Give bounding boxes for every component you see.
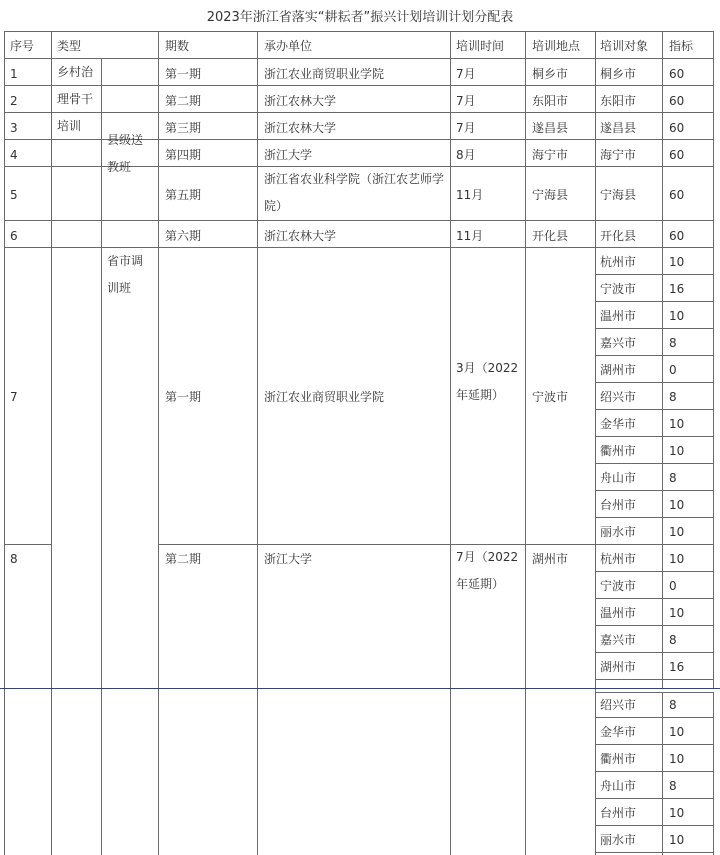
header-period: 期数 [165, 39, 190, 53]
target-city: 丽水市 [600, 833, 637, 847]
grid-line [257, 31, 258, 855]
grid-line [595, 517, 714, 518]
row7-period: 第一期 [165, 390, 202, 404]
grid-line [4, 31, 714, 32]
row8-seq: 8 [10, 552, 18, 566]
row-target: 遂昌县 [600, 121, 637, 135]
row7-host: 浙江农业商贸职业学院 [264, 390, 385, 404]
target-city: 台州市 [600, 498, 637, 512]
row-host: 浙江大学 [264, 148, 313, 162]
grid-line [595, 744, 714, 745]
row-target: 开化县 [600, 229, 637, 243]
grid-line [595, 490, 714, 491]
grid-line [595, 598, 714, 599]
target-city: 舟山市 [600, 471, 637, 485]
grid-line [595, 355, 714, 356]
row-quota: 60 [669, 188, 685, 202]
target-quota: 0 [669, 579, 677, 593]
target-city: 衢州市 [600, 752, 637, 766]
target-quota: 10 [669, 525, 685, 539]
row8-host: 浙江大学 [264, 552, 313, 566]
row8-period: 第二期 [165, 552, 202, 566]
grid-line [4, 31, 5, 855]
grid-line [595, 301, 714, 302]
row-place: 海宁市 [532, 148, 569, 162]
target-quota: 16 [669, 660, 685, 674]
row-target: 东阳市 [600, 94, 637, 108]
target-quota: 8 [669, 471, 677, 485]
row-period: 第二期 [165, 94, 202, 108]
row-target: 宁海县 [600, 188, 637, 202]
row-host: 浙江农林大学 [264, 121, 337, 135]
header-host: 承办单位 [264, 39, 313, 53]
row-seq: 3 [10, 121, 18, 135]
grid-line [595, 717, 714, 718]
grid-line [4, 112, 714, 113]
grid-line [595, 679, 714, 680]
row8-place: 湖州市 [532, 552, 569, 566]
grid-line [158, 544, 596, 545]
target-quota: 8 [669, 336, 677, 350]
grid-line [595, 382, 714, 383]
target-quota: 10 [669, 606, 685, 620]
row-seq: 1 [10, 67, 18, 81]
header-time: 培训时间 [456, 39, 505, 53]
row-seq: 2 [10, 94, 18, 108]
row7-seq: 7 [10, 390, 18, 404]
target-quota: 10 [669, 752, 685, 766]
row-target: 桐乡市 [600, 67, 637, 81]
row-place: 遂昌县 [532, 121, 569, 135]
grid-line [4, 544, 52, 545]
type-province-label: 省市调训班 [107, 254, 144, 295]
grid-line [595, 544, 714, 545]
grid-line [662, 31, 663, 688]
row-period: 第六期 [165, 229, 202, 243]
target-city: 衢州市 [600, 444, 637, 458]
row-quota: 60 [669, 67, 685, 81]
grid-line [595, 692, 714, 693]
row7-time: 3月（2022年延期） [456, 361, 519, 402]
target-city: 金华市 [600, 725, 637, 739]
target-quota: 8 [669, 390, 677, 404]
grid-line [595, 625, 714, 626]
row-time: 7月 [456, 121, 476, 135]
target-city: 温州市 [600, 606, 637, 620]
target-city: 金华市 [600, 417, 637, 431]
row-quota: 60 [669, 121, 685, 135]
grid-line [713, 31, 714, 688]
grid-line [595, 798, 714, 799]
target-quota: 0 [669, 363, 677, 377]
header-place: 培训地点 [532, 39, 581, 53]
target-city: 宁波市 [600, 282, 637, 296]
target-city: 台州市 [600, 806, 637, 820]
row-place: 宁海县 [532, 188, 569, 202]
target-quota: 10 [669, 806, 685, 820]
row8-time: 7月（2022年延期） [456, 550, 519, 591]
type-county-label: 县级送教班 [107, 133, 144, 174]
target-quota: 8 [669, 698, 677, 712]
row-period: 第四期 [165, 148, 202, 162]
target-city: 杭州市 [600, 552, 637, 566]
target-city: 湖州市 [600, 660, 637, 674]
target-city: 温州市 [600, 309, 637, 323]
row-place: 东阳市 [532, 94, 569, 108]
row-time: 7月 [456, 94, 476, 108]
target-city: 杭州市 [600, 255, 637, 269]
grid-line [595, 328, 714, 329]
row-time: 11月 [456, 229, 484, 243]
row-place: 桐乡市 [532, 67, 569, 81]
row-period: 第五期 [165, 188, 202, 202]
grid-line [595, 31, 596, 855]
row-place: 开化县 [532, 229, 569, 243]
row-period: 第三期 [165, 121, 202, 135]
target-city: 绍兴市 [600, 698, 637, 712]
target-quota: 10 [669, 833, 685, 847]
grid-line [595, 771, 714, 772]
row-time: 8月 [456, 148, 476, 162]
target-city: 舟山市 [600, 779, 637, 793]
row-quota: 60 [669, 229, 685, 243]
target-city: 丽水市 [600, 525, 637, 539]
target-city: 宁波市 [600, 579, 637, 593]
grid-line [595, 463, 714, 464]
row-target: 海宁市 [600, 148, 637, 162]
header-seq: 序号 [10, 39, 35, 53]
row-seq: 5 [10, 188, 18, 202]
header-type: 类型 [57, 39, 82, 53]
grid-line [595, 436, 714, 437]
target-quota: 10 [669, 498, 685, 512]
target-quota: 8 [669, 779, 677, 793]
grid-line [51, 31, 52, 855]
target-quota: 8 [669, 633, 677, 647]
target-city: 绍兴市 [600, 390, 637, 404]
row-host: 浙江农林大学 [264, 94, 337, 108]
target-quota: 10 [669, 417, 685, 431]
grid-line [158, 31, 159, 855]
header-quota: 指标 [669, 39, 694, 53]
grid-line [4, 220, 52, 221]
grid-line [525, 31, 526, 855]
target-city: 嘉兴市 [600, 336, 637, 350]
grid-line [595, 274, 714, 275]
row-seq: 6 [10, 229, 18, 243]
row-time: 7月 [456, 67, 476, 81]
grid-line [4, 58, 714, 59]
row7-place: 宁波市 [532, 390, 569, 404]
target-quota: 16 [669, 282, 685, 296]
grid-line [595, 652, 714, 653]
target-quota: 10 [669, 255, 685, 269]
row-time: 11月 [456, 188, 484, 202]
page-break-line [0, 688, 720, 689]
table-title: 2023年浙江省落实“耕耘者”振兴计划培训计划分配表 [206, 10, 514, 25]
row-period: 第一期 [165, 67, 202, 81]
grid-line [595, 825, 714, 826]
target-quota: 10 [669, 444, 685, 458]
row-host: 浙江省农业科学院（浙江农艺师学院） [264, 172, 445, 213]
target-quota: 10 [669, 309, 685, 323]
row-host: 浙江农业商贸职业学院 [264, 67, 385, 81]
header-target: 培训对象 [600, 39, 649, 53]
target-quota: 10 [669, 725, 685, 739]
row-seq: 4 [10, 148, 18, 162]
grid-line [101, 58, 102, 855]
grid-line [595, 852, 714, 853]
grid-line [450, 31, 451, 855]
target-quota: 10 [669, 552, 685, 566]
grid-line [595, 571, 714, 572]
target-city: 湖州市 [600, 363, 637, 377]
type-main-label: 乡村治理骨干培训 [57, 65, 94, 133]
row-host: 浙江农林大学 [264, 229, 337, 243]
grid-line [4, 220, 714, 221]
row-quota: 60 [669, 148, 685, 162]
grid-line [595, 409, 714, 410]
target-city: 嘉兴市 [600, 633, 637, 647]
grid-line [4, 85, 714, 86]
row-quota: 60 [669, 94, 685, 108]
